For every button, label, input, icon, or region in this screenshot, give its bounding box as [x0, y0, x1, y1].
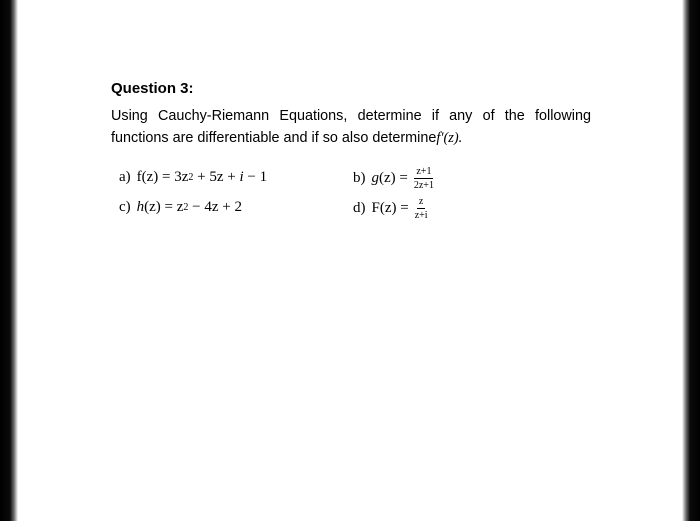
- item-b-denominator: 2z+1: [413, 180, 434, 191]
- item-a-tail: − 1: [243, 169, 268, 185]
- item-c-function-name: h: [136, 199, 145, 215]
- item-a-rhs: + 5z +: [193, 169, 240, 185]
- item-b: [353, 166, 436, 191]
- right-black-border: [682, 0, 700, 521]
- intro-text: Using Cauchy-Riemann Equations, determine if any of the following functions are differentiable and if so also determine: [111, 108, 591, 146]
- item-d-fraction: [413, 196, 430, 221]
- item-d: [353, 196, 430, 221]
- item-c-rhs: − 4z + 2: [188, 199, 242, 215]
- derivative-expression: f′(z).: [436, 130, 463, 146]
- question-intro: [111, 105, 591, 149]
- item-a-label: a): [119, 169, 131, 185]
- item-c: c) h (z) = z 2 − 4z + 2: [119, 199, 242, 215]
- left-black-border: [0, 0, 18, 521]
- item-a: a) f(z) = 3z 2 + 5z + i − 1: [119, 169, 268, 185]
- item-d-label: d): [353, 200, 366, 216]
- item-b-lhs: (z) =: [379, 170, 408, 186]
- item-c-lhs: (z) = z: [144, 199, 184, 215]
- item-c-label: c): [119, 199, 131, 215]
- item-d-numerator: z: [418, 196, 424, 207]
- item-b-label: b): [353, 170, 366, 186]
- item-a-lhs: f(z) = 3z: [136, 169, 189, 185]
- item-b-fraction: [412, 166, 436, 191]
- item-a-imag-unit: i: [239, 169, 244, 185]
- item-d-denominator: z+i: [414, 210, 428, 221]
- item-b-numerator: z+1: [416, 166, 432, 177]
- question-title: Question 3:: [111, 80, 194, 97]
- item-d-lhs: F(z) =: [371, 200, 409, 216]
- item-b-function-name: g: [371, 170, 379, 186]
